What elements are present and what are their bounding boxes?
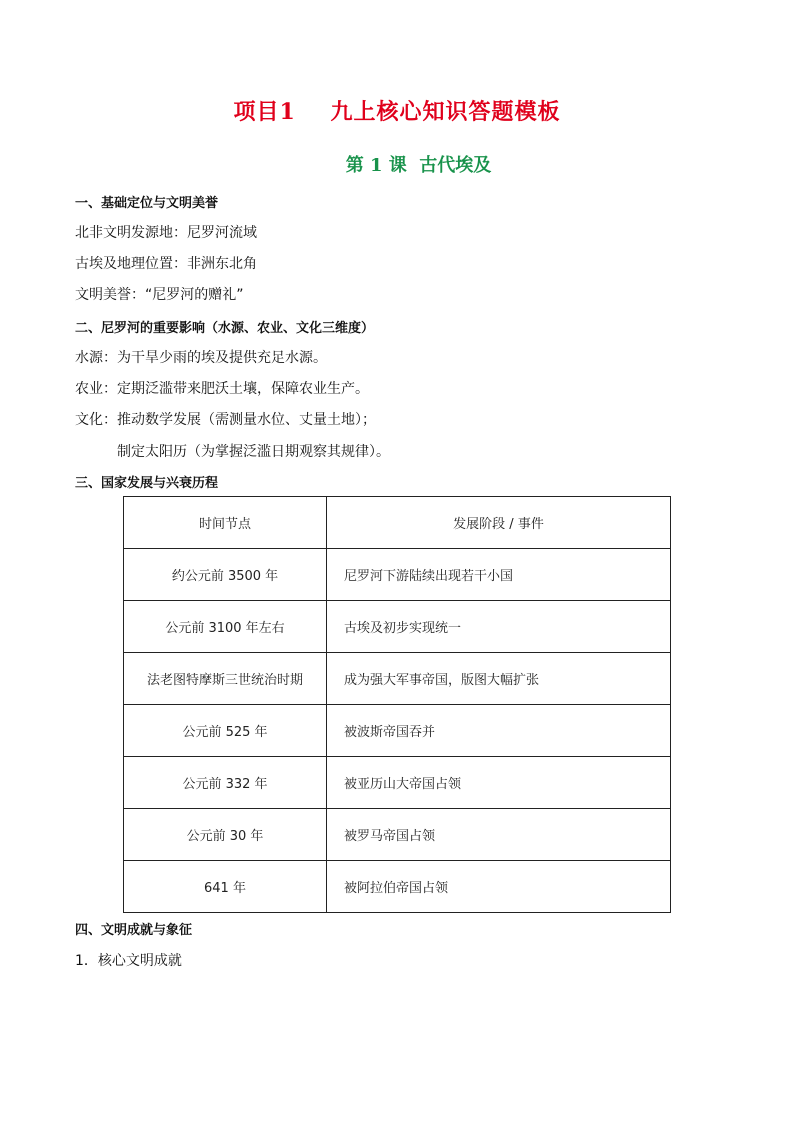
table-cell-time: 公元前 3100 年左右 (124, 601, 327, 653)
table-cell-time: 法老图特摩斯三世统治时期 (124, 653, 327, 705)
table-cell-event: 尼罗河下游陆续出现若干小国 (327, 549, 671, 601)
section-heading-achievements: 四、文明成就与象征 (75, 923, 193, 938)
lesson-subtitle: 第 1 课 古代埃及 (345, 155, 492, 176)
table-header-event: 发展阶段 / 事件 (327, 497, 671, 549)
table-row (124, 861, 671, 913)
table-row (124, 601, 671, 653)
history-table (123, 496, 671, 913)
section-heading-nile-impact: 二、尼罗河的重要影响（水源、农业、文化三维度） (75, 321, 375, 336)
impact-line-calendar: 制定太阳历（为掌握泛滥日期观察其规律）。 (117, 444, 390, 460)
table-cell-event: 成为强大军事帝国，版图大幅扩张 (327, 653, 671, 705)
table-cell-event: 被罗马帝国占领 (327, 809, 671, 861)
table-cell-time: 公元前 332 年 (124, 757, 327, 809)
table-cell-time: 约公元前 3500 年 (124, 549, 327, 601)
impact-line-water: 水源：为干旱少雨的埃及提供充足水源。 (75, 350, 327, 366)
achievements-sub-heading: 1．核心文明成就 (75, 953, 182, 969)
basics-line-reputation: 文明美誉：“尼罗河的赠礼” (75, 287, 244, 303)
page-title: 项目1 九上核心知识答题模板 (233, 99, 561, 125)
table-row (124, 757, 671, 809)
table-cell-time: 641 年 (124, 861, 327, 913)
table-cell-event: 被亚历山大帝国占领 (327, 757, 671, 809)
basics-line-location: 古埃及地理位置：非洲东北角 (75, 256, 257, 272)
table-header-row (124, 497, 671, 549)
table-cell-event: 被阿拉伯帝国占领 (327, 861, 671, 913)
basics-line-origin: 北非文明发源地：尼罗河流域 (75, 225, 257, 241)
impact-line-agriculture: 农业：定期泛滥带来肥沃土壤，保障农业生产。 (75, 381, 369, 397)
section-heading-history: 三、国家发展与兴衰历程 (75, 476, 219, 491)
table-cell-time: 公元前 30 年 (124, 809, 327, 861)
table-row (124, 705, 671, 757)
section-heading-basics: 一、基础定位与文明美誉 (75, 196, 219, 211)
table-row (124, 653, 671, 705)
table-cell-event: 古埃及初步实现统一 (327, 601, 671, 653)
impact-line-culture: 文化：推动数学发展（需测量水位、丈量土地）； (75, 412, 376, 428)
table-cell-event: 被波斯帝国吞并 (327, 705, 671, 757)
table-cell-time: 公元前 525 年 (124, 705, 327, 757)
table-row (124, 809, 671, 861)
table-header-time: 时间节点 (124, 497, 327, 549)
table-row (124, 549, 671, 601)
